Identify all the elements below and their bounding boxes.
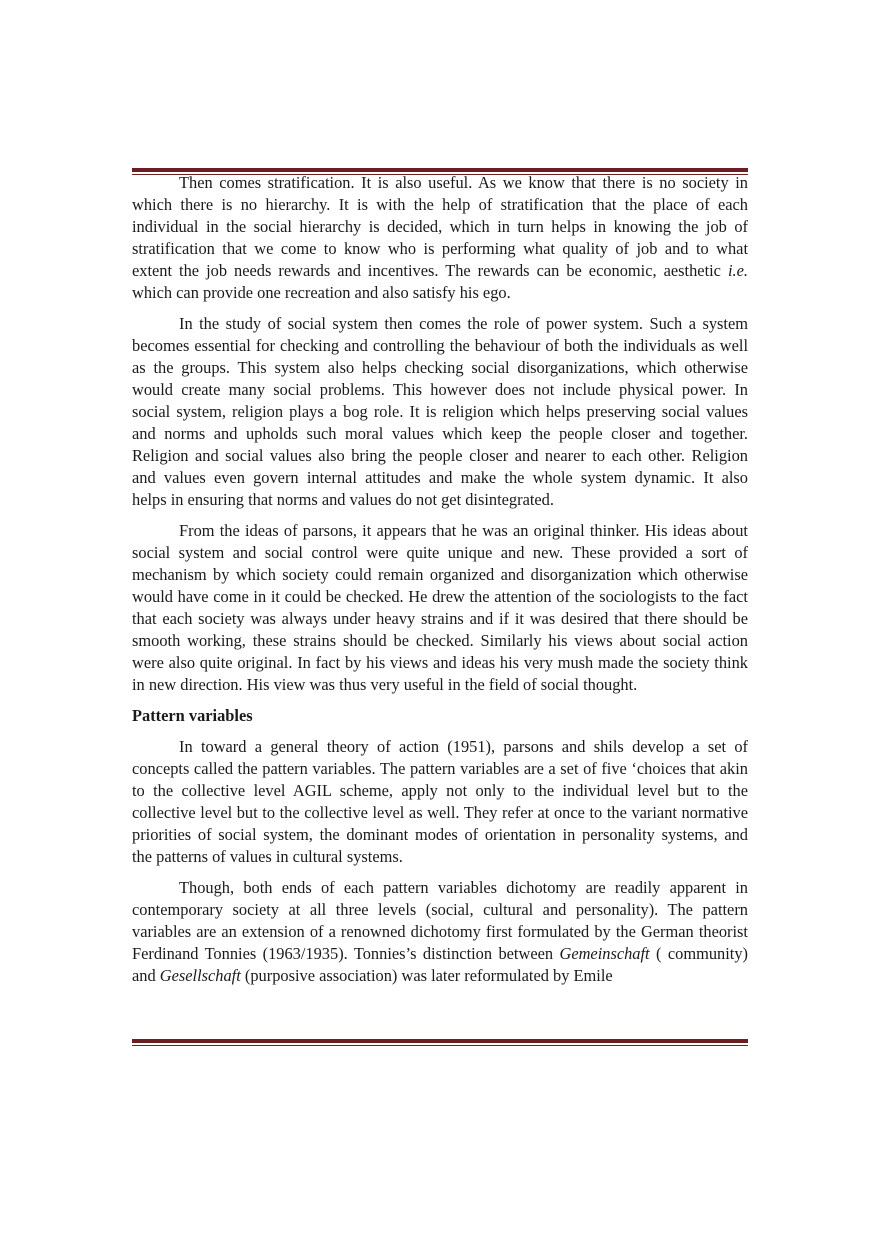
text-segment: From the ideas of parsons, it appears that he was an original thinker. His ideas about (179, 521, 748, 540)
text-segment: In the study of social system then comes the role of power system. Such a system (179, 314, 748, 333)
paragraph (132, 736, 748, 868)
text-segment: mechanism by which society could remain organized and disorganization which otherwise (132, 565, 748, 584)
text-segment: would create many social problems. This however does not include physical power. In (132, 380, 748, 399)
text-line (132, 877, 748, 899)
text-line (132, 216, 748, 238)
text-segment: the patterns of values in cultural systems. (132, 847, 403, 866)
text-segment: concepts called the pattern variables. The pattern variables are a set of five ‘choices that akin (132, 759, 748, 778)
text-segment: contemporary society at all three levels (social, cultural and personality). The pattern (132, 900, 748, 919)
text-segment: and values even govern internal attitudes and make the whole system dynamic. It also (132, 468, 748, 487)
text-line (132, 489, 748, 511)
text-line (132, 445, 748, 467)
text-line (132, 899, 748, 921)
text-line (132, 921, 748, 943)
text-segment: Ferdinand Tonnies (1963/1935). Tonnies’s distinction between (132, 944, 560, 963)
text-line (132, 846, 748, 868)
text-line (132, 282, 748, 304)
text-line (132, 802, 748, 824)
text-line (132, 335, 748, 357)
text-line (132, 758, 748, 780)
text-line (132, 564, 748, 586)
text-segment: helps in ensuring that norms and values do not get disintegrated. (132, 490, 554, 509)
text-segment: smooth working, these strains should be checked. Similarly his views about social action (132, 631, 748, 650)
text-line (132, 586, 748, 608)
text-segment: would have come in it could be checked. He drew the attention of the sociologists to the fact (132, 587, 748, 606)
text-segment: social system, religion plays a bog role. It is religion which helps preserving social values (132, 402, 748, 421)
page-body (132, 172, 748, 996)
footer-rule (132, 1039, 748, 1046)
text-segment: Then comes stratification. It is also useful. As we know that there is no society in (179, 173, 748, 192)
text-segment: and norms and upholds such moral values which keep the people closer and together. (132, 424, 748, 443)
text-segment: Religion and social values also bring the people closer and nearer to each other. Religion (132, 446, 748, 465)
text-line (132, 630, 748, 652)
text-line (132, 736, 748, 758)
text-line (132, 172, 748, 194)
text-line (132, 260, 748, 282)
text-line (132, 379, 748, 401)
paragraph (132, 877, 748, 987)
text-line (132, 965, 748, 987)
paragraph (132, 313, 748, 511)
paragraph (132, 520, 748, 696)
paragraph (132, 172, 748, 304)
text-line (132, 652, 748, 674)
text-segment: and (132, 966, 160, 985)
text-line (132, 313, 748, 335)
text-line (132, 520, 748, 542)
text-line (132, 238, 748, 260)
text-segment: in new direction. His view was thus very useful in the field of social thought. (132, 675, 638, 694)
text-segment: collective level but to the collective level as well. They refer at once to the variant normative (132, 803, 748, 822)
text-line (132, 824, 748, 846)
text-line (132, 674, 748, 696)
text-segment: Though, both ends of each pattern variables dichotomy are readily apparent in (179, 878, 748, 897)
text-segment: (purposive association) was later reformulated by Emile (240, 966, 613, 985)
text-line (132, 401, 748, 423)
text-line (132, 780, 748, 802)
text-segment: were also quite original. In fact by his views and ideas his very mush made the society think (132, 653, 748, 672)
text-segment: ( community) (649, 944, 748, 963)
italic-term: i.e. (727, 261, 748, 280)
section-heading: Pattern variables (132, 706, 253, 725)
text-segment: becomes essential for checking and controlling the behaviour of both the individuals as well (132, 336, 748, 355)
italic-term: Gemeinschaft (559, 944, 650, 963)
text-line (132, 423, 748, 445)
text-segment: individual in the social hierarchy is decided, which in turn helps in knowing the job of (132, 217, 748, 236)
text-segment: as the groups. This system also helps checking social disorganizations, which otherwise (132, 358, 748, 377)
text-segment: social system and social control were quite unique and new. These provided a sort of (132, 543, 748, 562)
text-segment: extent the job needs rewards and incentives. The rewards can be economic, aesthetic (132, 261, 728, 280)
text-line (132, 357, 748, 379)
text-segment: In toward a general theory of action (1951), parsons and shils develop a set of (179, 737, 748, 756)
text-line (132, 608, 748, 630)
text-segment: stratification that we come to know who is performing what quality of job and to what (132, 239, 748, 258)
text-segment: to the collective level AGIL scheme, apply not only to the individual level but to the (132, 781, 748, 800)
text-segment: priorities of social system, the dominant modes of orientation in personality systems, and (132, 825, 748, 844)
text-segment: which can provide one recreation and also satisfy his ego. (132, 283, 511, 302)
text-segment: that each society was always under heavy strains and if it was desired that there should be (132, 609, 748, 628)
text-line (132, 943, 748, 965)
text-line (132, 542, 748, 564)
text-segment: variables are an extension of a renowned dichotomy first formulated by the German theorist (132, 922, 748, 941)
text-line (132, 194, 748, 216)
italic-term: Gesellschaft (159, 966, 241, 985)
text-segment: which there is no hierarchy. It is with the help of stratification that the place of each (132, 195, 748, 214)
text-line (132, 467, 748, 489)
